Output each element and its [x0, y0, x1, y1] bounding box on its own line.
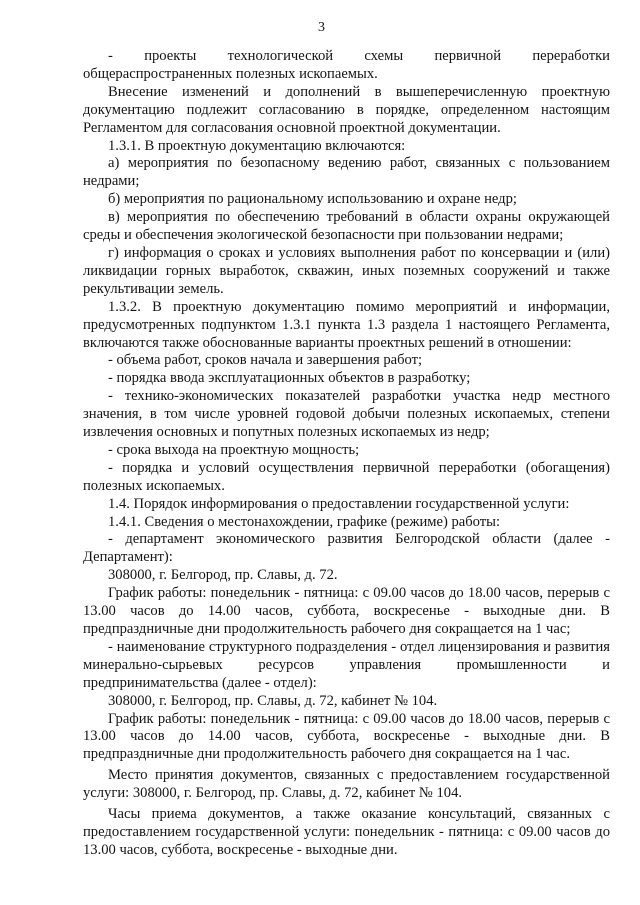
paragraph: - департамент экономического развития Белгородской области (далее - Департамент):	[83, 531, 610, 566]
paragraph: 1.3.1. В проектную документацию включаются:	[108, 137, 406, 154]
paragraph: Часы приема документов, а также оказание консультаций, связанных с предоставлением государственной услуги: понедельник - пятница: с 09.00 часов до 13.00 часов, суббота, воскресенье - выходные дни.	[83, 806, 610, 858]
paragraph: 1.4. Порядок информирования о предоставлении государственной услуги:	[108, 495, 570, 512]
paragraph: - объема работ, сроков начала и завершения работ;	[108, 352, 423, 369]
paragraph: - наименование структурного подразделения - отдел лицензирования и развития минерально-сырьевых ресурсов управления промышленности и предпринимательства (далее - отдел):	[83, 638, 610, 691]
paragraph: - порядка и условий осуществления первичной переработки (обогащения) полезных ископаемых.	[83, 459, 610, 494]
paragraph: 1.4.1. Сведения о местонахождении, графике (режиме) работы:	[108, 513, 501, 530]
paragraph: - технико-экономических показателей разработки участка недр местного значения, в том числе уровней годовой добычи полезных ископаемых, степени извлечения основных и попутных полезных ископаемых из недр;	[83, 388, 610, 441]
paragraph: 1.3.2. В проектную документацию помимо мероприятий и информации, предусмотренных подпунктом 1.3.1 пункта 1.3 раздела 1 настоящего Регламента, включаются также обоснованные варианты проектных решений в отношении:	[83, 298, 610, 351]
paragraph: в) мероприятия по обеспечению требований в области охраны окружающей среды и обеспечения экологической безопасности при пользовании недрами;	[83, 209, 610, 244]
paragraph: б) мероприятия по рациональному использованию и охране недр;	[108, 191, 517, 208]
paragraph: 308000, г. Белгород, пр. Славы, д. 72.	[108, 567, 338, 584]
paragraph: Внесение изменений и дополнений в вышеперечисленную проектную документацию подлежит согласованию в порядке, определенном настоящим Регламентом для согласования основной проектной документации.	[83, 83, 610, 136]
paragraph: - срока выхода на проектную мощность;	[108, 441, 360, 458]
paragraph: а) мероприятия по безопасному ведению работ, связанных с пользованием недрами;	[83, 155, 610, 190]
paragraph: - проекты технологической схемы первичной переработки общераспространенных полезных ископаемых.	[83, 48, 610, 82]
paragraph: г) информация о сроках и условиях выполнения работ по консервации и (или) ликвидации горных выработок, скважин, иных поземных сооружений и также рекультивации земель.	[83, 244, 610, 297]
paragraph: График работы: понедельник - пятница: с 09.00 часов до 18.00 часов, перерыв с 13.00 часов до 14.00 часов, суббота, воскресенье - выходные дни. В предпраздничные дни продолжительность рабочего дня сокращается на 1 час;	[83, 585, 610, 637]
page-number: 3	[318, 20, 325, 35]
paragraph: 308000, г. Белгород, пр. Славы, д. 72, кабинет № 104.	[108, 692, 438, 709]
paragraph: График работы: понедельник - пятница: с 09.00 часов до 18.00 часов, перерыв с 13.00 часов до 14.00 часов, суббота, воскресенье - выходные дни. В предпраздничные дни продолжительность рабочего дня сокращается на 1 час.	[83, 710, 610, 763]
paragraph: - порядка ввода эксплуатационных объектов в разработку;	[108, 370, 471, 387]
paragraph: Место принятия документов, связанных с предоставлением государственной услуги: 308000, г. Белгород, пр. Славы, д. 72, кабинет № 104.	[83, 767, 610, 802]
